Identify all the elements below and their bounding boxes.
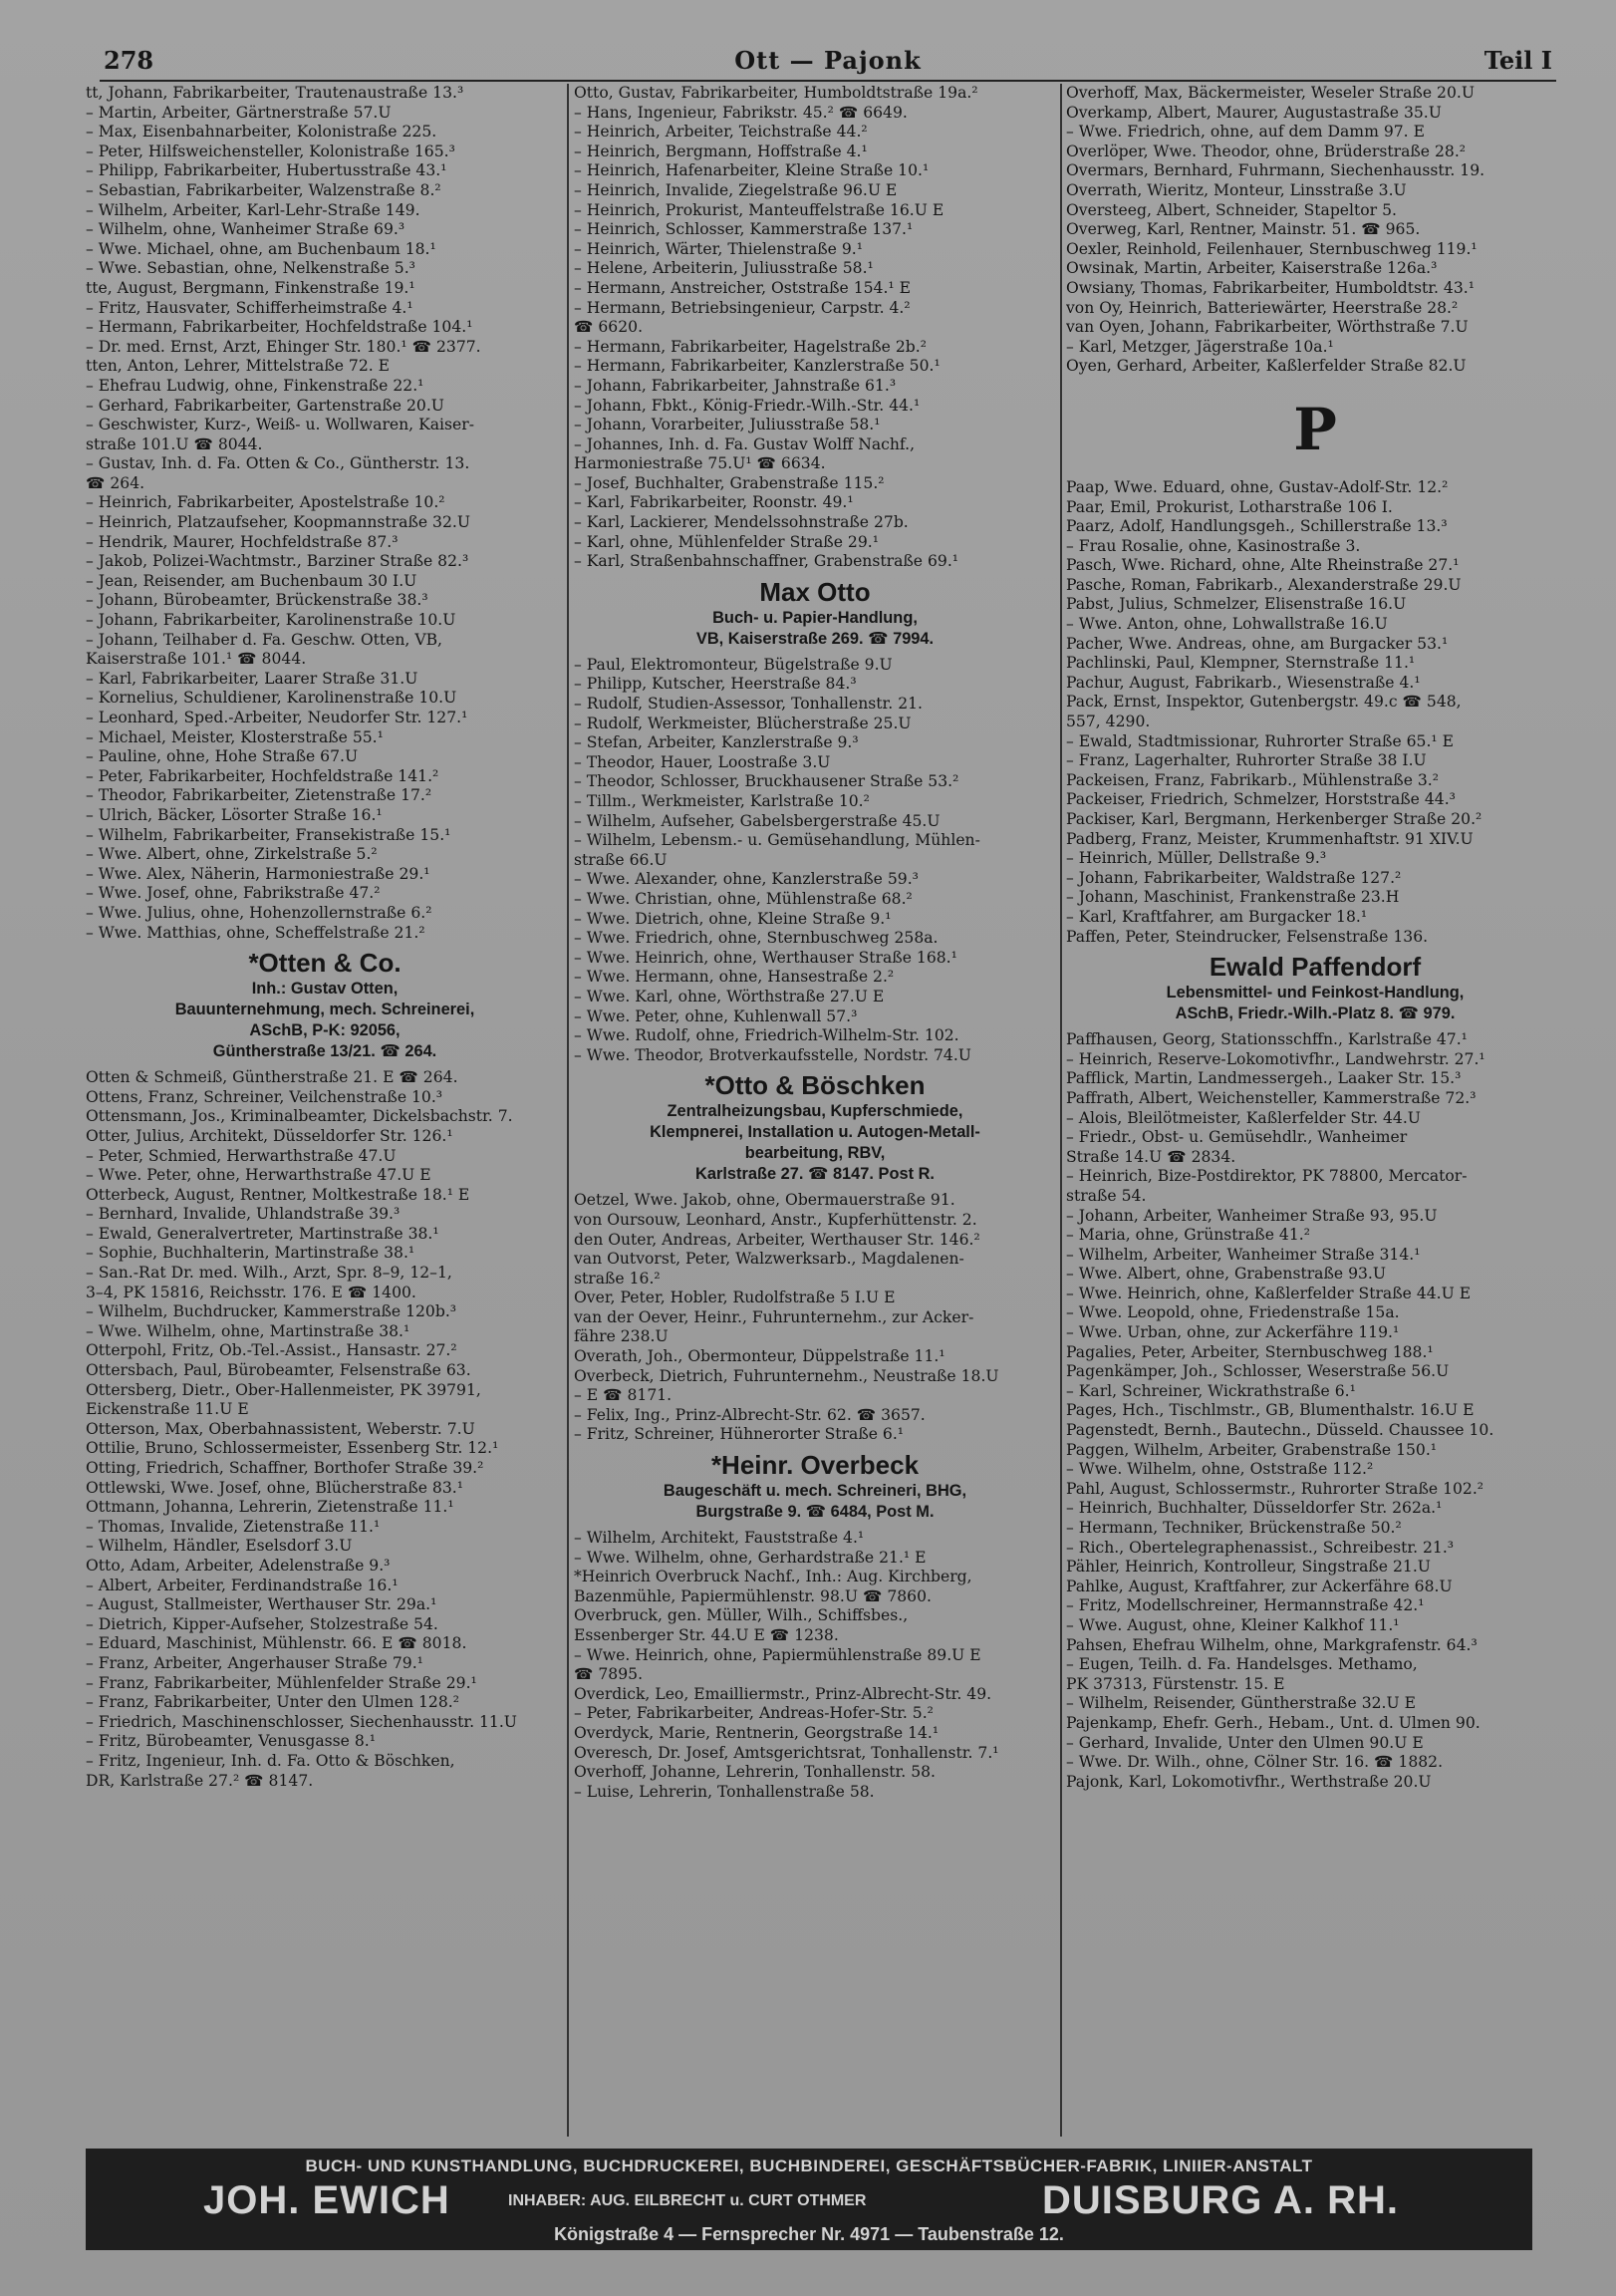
- directory-entry: – Hermann, Fabrikarbeiter, Kanzlerstraße 50.¹: [574, 357, 941, 376]
- directory-entry: – Wilhelm, Reisender, Güntherstraße 32.U E: [1066, 1694, 1416, 1713]
- directory-entry: – Heinrich, Prokurist, Manteuffelstraße 16.U E: [574, 200, 944, 219]
- ad-line: Burgstraße 9. ☎ 6484, Post M.: [695, 1503, 935, 1522]
- directory-entry: – Wwe. Alexander, ohne, Kanzlerstraße 59.³: [574, 870, 919, 889]
- directory-entry: – Johann, Arbeiter, Wanheimer Straße 93, 95.U: [1066, 1206, 1438, 1225]
- directory-entry: Pabst, Julius, Schmelzer, Elisenstraße 16.U: [1066, 595, 1407, 614]
- directory-entry: – Felix, Ing., Prinz-Albrecht-Str. 62. ☎ 3657.: [574, 1405, 926, 1424]
- ad-line: Karlstraße 27. ☎ 8147. Post R.: [695, 1165, 935, 1184]
- column-divider: [567, 84, 569, 2137]
- directory-entry: – Frau Rosalie, ohne, Kasinostraße 3.: [1066, 536, 1361, 555]
- directory-entry: – Hermann, Betriebsingenieur, Carpstr. 4.²: [574, 298, 911, 317]
- directory-entry: fähre 238.U: [574, 1327, 669, 1346]
- directory-entry: – Wwe. Heinrich, ohne, Kaßlerfelder Straße 44.U E: [1066, 1284, 1472, 1302]
- directory-entry: – Wwe. August, ohne, Kleiner Kalkhof 11.¹: [1066, 1615, 1400, 1634]
- directory-entry: – Wwe. Alex, Näherin, Harmoniestraße 29.¹: [86, 864, 430, 883]
- directory-entry: – Bernhard, Invalide, Uhlandstraße 39.³: [86, 1205, 401, 1224]
- directory-entry: – Michael, Meister, Klosterstraße 55.¹: [86, 727, 384, 746]
- directory-entry: – Wilhelm, Buchdrucker, Kammerstraße 120b.³: [86, 1302, 457, 1321]
- directory-entry: – Martin, Arbeiter, Gärtnerstraße 57.U: [86, 103, 392, 122]
- directory-entry: – Heinrich, Buchhalter, Düsseldorfer Str. 262a.¹: [1066, 1499, 1443, 1518]
- directory-entry: von Oursouw, Leonhard, Anstr., Kupferhüttenstr. 2.: [574, 1210, 977, 1229]
- directory-entry: – Wilhelm, Aufseher, Gabelsbergerstraße 45.U: [574, 811, 941, 830]
- directory-entry: – Johann, Maschinist, Frankenstraße 23.H: [1066, 888, 1400, 907]
- directory-entry: Overbeck, Dietrich, Fuhrunternehm., Neustraße 18.U: [574, 1366, 999, 1385]
- directory-entry: Overweg, Karl, Rentner, Mainstr. 51. ☎ 965.: [1066, 220, 1421, 239]
- directory-entry: Overkamp, Albert, Maurer, Augustastraße 35.U: [1066, 103, 1442, 122]
- directory-entry: – Karl, Fabrikarbeiter, Laarer Straße 31.U: [86, 669, 418, 688]
- directory-entry: – Wwe. Heinrich, ohne, Werthauser Straße 168.¹: [574, 948, 957, 967]
- directory-entry: Ottilie, Bruno, Schlossermeister, Essenberg Str. 12.¹: [86, 1439, 499, 1458]
- directory-entry: – Wwe. Theodor, Brotverkaufsstelle, Nordstr. 74.U: [574, 1045, 971, 1064]
- directory-entry: Straße 14.U ☎ 2834.: [1066, 1147, 1236, 1166]
- directory-entry: – Wwe. Peter, ohne, Kuhlenwall 57.³: [574, 1006, 858, 1025]
- entry-list: [574, 1191, 1056, 1445]
- directory-entry: Padberg, Franz, Meister, Krummenhaftstr. 91 XIV.U: [1066, 829, 1474, 848]
- directory-entry: Overath, Joh., Obermonteur, Düppelstraße 11.¹: [574, 1347, 945, 1366]
- directory-entry: – Peter, Fabrikarbeiter, Hochfeldstraße 141.²: [86, 766, 439, 785]
- directory-entry: – Peter, Schmied, Herwarthstraße 47.U: [86, 1146, 397, 1165]
- directory-entry: – Wwe. Anton, ohne, Lohwallstraße 16.U: [1066, 615, 1388, 634]
- ad-name: Ewald Paffendorf: [1209, 952, 1422, 983]
- ad-overbeck: [574, 1445, 1056, 1529]
- directory-entry: Owsinak, Martin, Arbeiter, Kaiserstraße 126a.³: [1066, 259, 1438, 278]
- directory-entry: – Fritz, Bürobeamter, Venusgasse 8.¹: [86, 1732, 376, 1751]
- directory-entry: Otterbeck, August, Rentner, Moltkestraße 18.¹ E: [86, 1185, 470, 1204]
- directory-entry: Ottens, Franz, Schreiner, Veilchenstraße 10.³: [86, 1087, 443, 1106]
- directory-entry: – Wwe. Josef, ohne, Fabrikstraße 47.²: [86, 884, 381, 903]
- directory-entry: – Karl, Lackierer, Mendelssohnstraße 27b.: [574, 513, 909, 532]
- directory-entry: – Wilhelm, Architekt, Fauststraße 4.¹: [574, 1529, 865, 1548]
- directory-entry: – Josef, Buchhalter, Grabenstraße 115.²: [574, 473, 885, 492]
- directory-entry: – Leonhard, Sped.-Arbeiter, Neudorfer Str. 127.¹: [86, 709, 468, 726]
- directory-entry: Paar, Emil, Prokurist, Lotharstraße 106 I.: [1066, 497, 1393, 516]
- directory-entry: Overhoff, Max, Bäckermeister, Weseler Straße 20.U: [1066, 84, 1475, 102]
- directory-entry: – Dietrich, Kipper-Aufseher, Stolzestraße 54.: [86, 1614, 438, 1633]
- directory-entry: straße 54.: [1066, 1186, 1147, 1205]
- directory-entry: – Hermann, Fabrikarbeiter, Hagelstraße 2b.²: [574, 337, 927, 356]
- directory-entry: – Karl, Schreiner, Wickrathstraße 6.¹: [1066, 1381, 1356, 1400]
- directory-entry: Pachur, August, Fabrikarb., Wiesenstraße 4.¹: [1066, 673, 1421, 692]
- directory-entry: – Albert, Arbeiter, Ferdinandstraße 16.¹: [86, 1576, 399, 1594]
- section-letter: P: [1293, 395, 1337, 463]
- ad-line: Bauunternehmung, mech. Schreinerei,: [174, 1001, 475, 1019]
- directory-entry: – Wwe. Wilhelm, ohne, Oststraße 112.²: [1066, 1460, 1374, 1479]
- banner-owners: INHABER: AUG. EILBRECHT u. CURT OTHMER: [508, 2192, 867, 2209]
- directory-entry: – Wwe. Christian, ohne, Mühlenstraße 68.²: [574, 889, 913, 908]
- directory-entry: – Wwe. Matthias, ohne, Scheffelstraße 21.²: [86, 923, 425, 942]
- part-label: Teil I: [1483, 46, 1552, 75]
- page-number: 278: [104, 46, 154, 75]
- directory-entry: – Wwe. Rudolf, ohne, Friedrich-Wilhelm-Str. 102.: [574, 1026, 959, 1045]
- directory-entry: Pachlinski, Paul, Klempner, Sternstraße 11.¹: [1066, 654, 1416, 673]
- directory-entry: Paap, Wwe. Eduard, ohne, Gustav-Adolf-Str. 12.²: [1066, 477, 1449, 496]
- directory-entry: – Friedrich, Maschinenschlosser, Siechenhausstr. 11.U: [86, 1712, 517, 1731]
- directory-entry: Pähler, Heinrich, Kontrolleur, Singstraße 21.U: [1066, 1558, 1431, 1577]
- directory-entry: – Philipp, Kutscher, Heerstraße 84.³: [574, 675, 857, 694]
- directory-entry: Otterpohl, Fritz, Ob.-Tel.-Assist., Hansastr. 27.²: [86, 1341, 457, 1360]
- directory-entry: – Karl, Fabrikarbeiter, Roonstr. 49.¹: [574, 493, 854, 512]
- directory-entry: – Franz, Fabrikarbeiter, Unter den Ulmen 128.²: [86, 1693, 459, 1712]
- directory-entry: – Gerhard, Invalide, Unter den Ulmen 90.U E: [1066, 1733, 1424, 1752]
- directory-entry: Pacher, Wwe. Andreas, ohne, am Burgacker 53.¹: [1066, 634, 1449, 653]
- entry-list: [574, 84, 1056, 572]
- directory-entry: Otto, Adam, Arbeiter, Adelenstraße 9.³: [86, 1556, 391, 1575]
- directory-entry: – Heinrich, Wärter, Thielenstraße 9.¹: [574, 239, 863, 258]
- directory-entry: – Eugen, Teilh. d. Fa. Handelsges. Methamo,: [1066, 1655, 1418, 1674]
- ad-max-otto: [574, 572, 1056, 656]
- directory-entry: – Wwe. Heinrich, ohne, Papiermühlenstraße 89.U E: [574, 1645, 981, 1664]
- directory-entry: – Wwe. Karl, ohne, Wörthstraße 27.U E: [574, 987, 885, 1005]
- directory-entry: Ottmann, Johanna, Lehrerin, Zietenstraße 11.¹: [86, 1498, 454, 1517]
- directory-entry: – Kornelius, Schuldiener, Karolinenstraße 10.U: [86, 689, 457, 708]
- directory-entry: Ottersbach, Paul, Bürobeamter, Felsenstraße 63.: [86, 1361, 471, 1380]
- entry-list: [574, 1529, 1056, 1802]
- directory-entry: Paarz, Adolf, Handlungsgeh., Schillerstraße 13.³: [1066, 517, 1448, 536]
- directory-entry: – Johann, Fbkt., König-Friedr.-Wilh.-Str. 44.¹: [574, 396, 921, 415]
- directory-entry: – Paul, Elektromonteur, Bügelstraße 9.U: [574, 655, 893, 674]
- column-divider: [1060, 84, 1062, 2137]
- directory-entry: 3–4, PK 15816, Reichsstr. 176. E ☎ 1400.: [86, 1283, 416, 1301]
- directory-entry: – Heinrich, Invalide, Ziegelstraße 96.U E: [574, 180, 898, 199]
- directory-entry: – Peter, Hilfsweichensteller, Kolonistraße 165.³: [86, 142, 455, 160]
- directory-entry: Paggen, Wilhelm, Arbeiter, Grabenstraße 150.¹: [1066, 1440, 1438, 1459]
- directory-entry: Eickenstraße 11.U E: [86, 1400, 249, 1419]
- directory-entry: – Wwe. Wilhelm, ohne, Martinstraße 38.¹: [86, 1321, 410, 1340]
- directory-entry: – Fritz, Hausvater, Schifferheimstraße 4.¹: [86, 298, 413, 317]
- directory-entry: van der Oever, Heinr., Fuhrunternehm., zur Acker-: [574, 1307, 974, 1326]
- directory-entry: – Sophie, Buchhalterin, Martinstraße 38.¹: [86, 1244, 415, 1263]
- directory-entry: – Philipp, Fabrikarbeiter, Hubertusstraße 43.¹: [86, 161, 447, 180]
- directory-entry: – Wilhelm, Arbeiter, Wanheimer Straße 314.¹: [1066, 1245, 1421, 1264]
- directory-entry: – Karl, Kraftfahrer, am Burgacker 18.¹: [1066, 907, 1368, 926]
- ad-line: Baugeschäft u. mech. Schreineri, BHG,: [663, 1482, 967, 1501]
- ad-line: ASchB, P-K: 92056,: [249, 1021, 401, 1040]
- directory-entry: tt, Johann, Fabrikarbeiter, Trautenaustraße 13.³: [86, 84, 464, 102]
- directory-entry: – Hendrik, Maurer, Hochfeldstraße 87.³: [86, 532, 399, 551]
- page-title: Ott — Pajonk: [734, 46, 922, 75]
- directory-entry: – Wwe. Albert, ohne, Grabenstraße 93.U: [1066, 1265, 1387, 1284]
- directory-entry: *Heinrich Overbruck Nachf., Inh.: Aug. Kirchberg,: [574, 1568, 972, 1586]
- directory-entry: Pajonk, Karl, Lokomotivfhr., Werthstraße 20.U: [1066, 1772, 1432, 1791]
- directory-entry: – Karl, Metzger, Jägerstraße 10a.¹: [1066, 337, 1334, 356]
- directory-entry: Overlöper, Wwe. Theodor, ohne, Brüderstraße 28.²: [1066, 142, 1467, 160]
- ad-otto-boeschken: [574, 1065, 1056, 1191]
- directory-entry: Overbruck, gen. Müller, Wilh., Schiffsbes.,: [574, 1606, 909, 1625]
- directory-entry: – Fritz, Schreiner, Hühnerorter Straße 6.¹: [574, 1425, 905, 1444]
- directory-entry: – Wilhelm, Händler, Eselsdorf 3.U: [86, 1537, 353, 1556]
- directory-entry: – Alois, Bleilötmeister, Kaßlerfelder Str. 44.U: [1066, 1108, 1421, 1127]
- directory-entry: – Wwe. Friedrich, ohne, Sternbuschweg 258a.: [574, 929, 939, 948]
- directory-entry: – Wwe. Dietrich, ohne, Kleine Straße 9.¹: [574, 909, 892, 928]
- directory-entry: – Dr. med. Ernst, Arzt, Ehinger Str. 180.¹ ☎ 2377.: [86, 337, 481, 356]
- directory-entry: Otter, Julius, Architekt, Düsseldorfer Str. 126.¹: [86, 1126, 453, 1145]
- directory-entry: – Heinrich, Müller, Dellstraße 9.³: [1066, 849, 1327, 868]
- directory-entry: Pagenstedt, Bernh., Bautechn., Düsseld. Chaussee 10.: [1066, 1421, 1494, 1440]
- directory-entry: – Fritz, Ingenieur, Inh. d. Fa. Otto & Böschken,: [86, 1751, 455, 1770]
- directory-entry: Oversteeg, Albert, Schneider, Stapeltor 5.: [1066, 200, 1397, 219]
- directory-entry: tten, Anton, Lehrer, Mittelstraße 72. E: [86, 357, 391, 376]
- banner-address: Königstraße 4 — Fernsprecher Nr. 4971 — Taubenstraße 12.: [554, 2224, 1064, 2244]
- directory-entry: Pagalies, Peter, Arbeiter, Sternbuschweg 188.¹: [1066, 1342, 1434, 1361]
- directory-entry: – Rudolf, Studien-Assessor, Tonhallenstr. 21.: [574, 695, 923, 714]
- directory-entry: – Wwe. Michael, ohne, am Buchenbaum 18.¹: [86, 239, 436, 258]
- directory-entry: – Theodor, Hauer, Loostraße 3.U: [574, 752, 831, 771]
- directory-entry: – Ehefrau Ludwig, ohne, Finkenstraße 22.¹: [86, 376, 424, 395]
- ad-line: VB, Kaiserstraße 269. ☎ 7994.: [695, 629, 935, 648]
- publisher-banner: [86, 2149, 1532, 2250]
- directory-entry: Otten & Schmeiß, Güntherstraße 21. E ☎ 264.: [86, 1068, 458, 1087]
- directory-entry: – Max, Eisenbahnarbeiter, Kolonistraße 225.: [86, 123, 437, 142]
- directory-entry: Oyen, Gerhard, Arbeiter, Kaßlerfelder Straße 82.U: [1066, 357, 1467, 376]
- directory-entry: Paffrath, Albert, Weichensteller, Kammerstraße 72.³: [1066, 1088, 1477, 1107]
- ad-paffendorf: [1066, 947, 1564, 1030]
- entry-list: [1066, 1030, 1564, 1792]
- directory-entry: Ottensmann, Jos., Kriminalbeamter, Dickelsbachstr. 7.: [86, 1107, 513, 1126]
- ad-line: ASchB, Friedr.-Wilh.-Platz 8. ☎ 979.: [1175, 1004, 1456, 1023]
- directory-entry: – Wwe. Julius, ohne, Hohenzollernstraße 6.²: [86, 903, 432, 922]
- directory-entry: – Gerhard, Fabrikarbeiter, Gartenstraße 20.U: [86, 396, 444, 415]
- directory-entry: – Hermann, Techniker, Brückenstraße 50.²: [1066, 1519, 1402, 1537]
- directory-entry: – Peter, Fabrikarbeiter, Andreas-Hofer-Str. 5.²: [574, 1704, 934, 1723]
- column-left: [86, 84, 564, 2137]
- directory-entry: Otting, Friedrich, Schaffner, Borthofer Straße 39.²: [86, 1459, 484, 1477]
- banner-top-line: BUCH- UND KUNSTHANDLUNG, BUCHDRUCKEREI, BUCHBINDEREI, GESCHÄFTSBÜCHER-FABRIK, LINIIER-ANSTALT: [305, 2156, 1313, 2175]
- directory-entry: Pasch, Wwe. Richard, ohne, Alte Rheinstraße 27.¹: [1066, 556, 1460, 575]
- directory-entry: straße 16.²: [574, 1269, 661, 1288]
- ad-line: Lebensmittel- und Feinkost-Handlung,: [1166, 984, 1465, 1003]
- directory-entry: – Wwe. Sebastian, ohne, Nelkenstraße 5.³: [86, 259, 415, 278]
- directory-entry: – Johannes, Inh. d. Fa. Gustav Wolff Nachf.,: [574, 434, 916, 453]
- directory-entry: Packiser, Karl, Bergmann, Herkenberger Straße 20.²: [1066, 810, 1482, 828]
- directory-entry: Overrath, Wieritz, Monteur, Linsstraße 3.U: [1066, 180, 1407, 199]
- ad-line: Klempnerei, Installation u. Autogen-Metall-: [650, 1123, 980, 1142]
- directory-entry: – Rudolf, Werkmeister, Blücherstraße 25.U: [574, 714, 912, 732]
- banner-city: DUISBURG A. RH.: [1042, 2178, 1399, 2222]
- directory-entry: – Wwe. Urban, ohne, zur Ackerfähre 119.¹: [1066, 1323, 1400, 1342]
- directory-entry: – Wwe. Albert, ohne, Zirkelstraße 5.²: [86, 845, 378, 864]
- directory-entry: – Heinrich, Reserve-Lokomotivfhr., Landwehrstr. 27.¹: [1066, 1049, 1485, 1068]
- directory-entry: tte, August, Bergmann, Finkenstraße 19.¹: [86, 278, 415, 297]
- directory-entry: – Gustav, Inh. d. Fa. Otten & Co., Güntherstr. 13.: [86, 454, 470, 473]
- directory-entry: Pagenkämper, Joh., Schlosser, Weserstraße 56.U: [1066, 1362, 1450, 1381]
- directory-entry: straße 101.U ☎ 8044.: [86, 434, 263, 453]
- directory-entry: Paffhausen, Georg, Stationsschffn., Karlstraße 47.¹: [1066, 1030, 1468, 1049]
- entry-list: [574, 656, 1056, 1065]
- directory-entry: Pahl, August, Schlossermstr., Ruhrorter Straße 102.²: [1066, 1479, 1484, 1498]
- directory-entry: Oetzel, Wwe. Jakob, ohne, Obermauerstraße 91.: [574, 1191, 955, 1210]
- directory-entry: Pafflick, Martin, Landmessergeh., Laaker Str. 15.³: [1066, 1069, 1462, 1088]
- directory-entry: – San.-Rat Dr. med. Wilh., Arzt, Spr. 8–9, 12–1,: [86, 1264, 452, 1283]
- ad-name: Max Otto: [759, 576, 871, 607]
- ad-line: Inh.: Gustav Otten,: [251, 980, 399, 999]
- directory-entry: Otterson, Max, Oberbahnassistent, Weberstr. 7.U: [86, 1419, 475, 1438]
- ad-name: *Otto & Böschken: [704, 1070, 926, 1101]
- directory-entry: – Tillm., Werkmeister, Karlstraße 10.²: [574, 792, 870, 810]
- directory-entry: den Outer, Andreas, Arbeiter, Werthauser Str. 146.²: [574, 1230, 980, 1249]
- directory-entry: – Ewald, Generalvertreter, Martinstraße 38.¹: [86, 1224, 439, 1243]
- directory-entry: – Thomas, Invalide, Zietenstraße 11.¹: [86, 1517, 381, 1536]
- directory-entry: – Stefan, Arbeiter, Kanzlerstraße 9.³: [574, 733, 859, 752]
- directory-entry: van Outvorst, Peter, Walzwerksarb., Magdalenen-: [574, 1250, 964, 1269]
- directory-entry: PK 37313, Fürstenstr. 15. E: [1066, 1674, 1285, 1693]
- directory-entry: Pages, Hch., Tischlmstr., GB, Blumenthalstr. 16.U E: [1066, 1401, 1475, 1420]
- ad-line: Zentralheizungsbau, Kupferschmiede,: [667, 1102, 963, 1121]
- entry-list: [1066, 84, 1564, 377]
- ad-line: Güntherstraße 13/21. ☎ 264.: [212, 1042, 437, 1061]
- directory-entry: Pasche, Roman, Fabrikarb., Alexanderstraße 29.U: [1066, 575, 1462, 594]
- directory-entry: – Heinrich, Schlosser, Kammerstraße 137.¹: [574, 220, 914, 239]
- directory-entry: Pahsen, Ehefrau Wilhelm, ohne, Markgrafenstr. 64.³: [1066, 1635, 1478, 1654]
- directory-entry: – Sebastian, Fabrikarbeiter, Walzenstraße 8.²: [86, 180, 441, 199]
- directory-entry: – Franz, Arbeiter, Angerhauser Straße 79.¹: [86, 1653, 423, 1672]
- directory-entry: – Heinrich, Platzaufseher, Koopmannstraße 32.U: [86, 513, 470, 532]
- directory-entry: – Helene, Arbeiterin, Juliusstraße 58.¹: [574, 259, 874, 278]
- ad-line: Buch- u. Papier-Handlung,: [712, 608, 918, 627]
- directory-entry: – Franz, Lagerhalter, Ruhrorter Straße 38 I.U: [1066, 751, 1427, 770]
- directory-entry: Overesch, Dr. Josef, Amtsgerichtsrat, Tonhallenstr. 7.¹: [574, 1743, 999, 1762]
- directory-entry: ☎ 6620.: [574, 318, 644, 337]
- directory-entry: ☎ 7895.: [574, 1665, 644, 1684]
- directory-entry: – Heinrich, Arbeiter, Teichstraße 44.²: [574, 123, 868, 142]
- directory-entry: Overdyck, Marie, Rentnerin, Georgstraße 14.¹: [574, 1723, 940, 1742]
- directory-entry: Pajenkamp, Ehefr. Gerh., Hebam., Unt. d. Ulmen 90.: [1066, 1713, 1481, 1732]
- directory-entry: Packeiser, Friedrich, Schmelzer, Horststraße 44.³: [1066, 790, 1456, 809]
- directory-entry: – Jakob, Polizei-Wachtmstr., Barziner Straße 82.³: [86, 552, 469, 571]
- directory-entry: Overmars, Bernhard, Fuhrmann, Siechenhausstr. 19.: [1066, 161, 1485, 180]
- directory-entry: – Wilhelm, ohne, Wanheimer Straße 69.³: [86, 220, 405, 239]
- directory-entry: – Wwe. Dr. Wilh., ohne, Cölner Str. 16. ☎ 1882.: [1066, 1753, 1444, 1772]
- directory-entry: – Johann, Fabrikarbeiter, Waldstraße 127.²: [1066, 868, 1402, 887]
- directory-entry: Ottlewski, Wwe. Josef, ohne, Blücherstraße 83.¹: [86, 1478, 463, 1497]
- directory-entry: – Wwe. Friedrich, ohne, auf dem Damm 97. E: [1066, 123, 1425, 142]
- directory-entry: – Heinrich, Bize-Postdirektor, PK 78800, Mercator-: [1066, 1167, 1468, 1186]
- directory-entry: – Karl, Straßenbahnschaffner, Grabenstraße 69.¹: [574, 552, 959, 571]
- directory-entry: – Wwe. Hermann, ohne, Hansestraße 2.²: [574, 968, 895, 987]
- directory-entry: – Wilhelm, Lebensm.- u. Gemüsehandlung, Mühlen-: [574, 831, 980, 850]
- directory-entry: Packeisen, Franz, Fabrikarb., Mühlenstraße 3.²: [1066, 770, 1440, 789]
- page-header: [100, 44, 1556, 82]
- column-right: [1066, 84, 1564, 2137]
- directory-entry: Overdick, Leo, Emailliermstr., Prinz-Albrecht-Str. 49.: [574, 1684, 992, 1703]
- directory-entry: DR, Karlstraße 27.² ☎ 8147.: [86, 1771, 314, 1790]
- directory-entry: – Hans, Ingenieur, Fabrikstr. 45.² ☎ 6649.: [574, 103, 908, 122]
- directory-entry: – Eduard, Maschinist, Mühlenstr. 66. E ☎ 8018.: [86, 1634, 467, 1653]
- directory-entry: – E ☎ 8171.: [574, 1386, 673, 1405]
- directory-entry: Bazenmühle, Papiermühlenstr. 98.U ☎ 7860.: [574, 1586, 932, 1605]
- directory-entry: Otto, Gustav, Fabrikarbeiter, Humboldtstraße 19a.²: [574, 84, 978, 102]
- directory-entry: Overhoff, Johanne, Lehrerin, Tonhallenstr. 58.: [574, 1763, 936, 1782]
- directory-entry: – Friedr., Obst- u. Gemüsehdlr., Wanheimer: [1066, 1128, 1408, 1147]
- directory-entry: – Rich., Obertelegraphenassist., Schreibestr. 21.³: [1066, 1538, 1455, 1557]
- directory-entry: – Johann, Fabrikarbeiter, Karolinenstraße 10.U: [86, 611, 456, 630]
- directory-entry: – Heinrich, Bergmann, Hoffstraße 4.¹: [574, 142, 868, 160]
- directory-entry: Paffen, Peter, Steindrucker, Felsenstraße 136.: [1066, 927, 1429, 946]
- directory-entry: Pack, Ernst, Inspektor, Gutenbergstr. 49.c ☎ 548,: [1066, 693, 1462, 712]
- directory-entry: Owsiany, Thomas, Fabrikarbeiter, Humboldtstr. 43.¹: [1066, 278, 1475, 297]
- column-middle: [574, 84, 1056, 2137]
- directory-entry: – August, Stallmeister, Werthauser Str. 29a.¹: [86, 1595, 437, 1614]
- directory-entry: – Johann, Vorarbeiter, Juliusstraße 58.¹: [574, 416, 881, 434]
- directory-entry: – Theodor, Schlosser, Bruckhausener Straße 53.²: [574, 772, 959, 791]
- directory-entry: Harmoniestraße 75.U¹ ☎ 6634.: [574, 454, 826, 473]
- directory-entry: Essenberger Str. 44.U E ☎ 1238.: [574, 1626, 839, 1644]
- directory-entry: – Johann, Bürobeamter, Brückenstraße 38.³: [86, 591, 428, 610]
- directory-entry: – Theodor, Fabrikarbeiter, Zietenstraße 17.²: [86, 786, 432, 805]
- ad-name: *Heinr. Overbeck: [710, 1450, 920, 1481]
- directory-entry: – Heinrich, Fabrikarbeiter, Apostelstraße 10.²: [86, 493, 445, 512]
- directory-entry: – Jean, Reisender, am Buchenbaum 30 I.U: [86, 571, 417, 590]
- ad-line: bearbeitung, RBV,: [744, 1144, 886, 1163]
- directory-entry: straße 66.U: [574, 850, 668, 869]
- directory-entry: – Ewald, Stadtmissionar, Ruhrorter Straße 65.¹ E: [1066, 731, 1455, 750]
- directory-entry: – Pauline, ohne, Hohe Straße 67.U: [86, 747, 359, 766]
- directory-entry: – Luise, Lehrerin, Tonhallenstraße 58.: [574, 1782, 875, 1801]
- ad-name: *Otten & Co.: [248, 948, 402, 979]
- directory-entry: von Oy, Heinrich, Batteriewärter, Heerstraße 28.²: [1066, 298, 1459, 317]
- directory-entry: – Karl, ohne, Mühlenfelder Straße 29.¹: [574, 532, 879, 551]
- directory-entry: ☎ 264.: [86, 473, 145, 492]
- directory-entry: – Johann, Teilhaber d. Fa. Geschw. Otten, VB,: [86, 630, 443, 649]
- directory-entry: 557, 4290.: [1066, 713, 1151, 731]
- directory-entry: – Hermann, Anstreicher, Oststraße 154.¹ E: [574, 278, 912, 297]
- directory-entry: – Heinrich, Hafenarbeiter, Kleine Straße 10.¹: [574, 161, 930, 180]
- directory-entry: – Ulrich, Bäcker, Lösorter Straße 16.¹: [86, 805, 383, 824]
- ad-otten: [86, 943, 564, 1068]
- directory-entry: – Wwe. Peter, ohne, Herwarthstraße 47.U E: [86, 1166, 431, 1185]
- directory-entry: – Wilhelm, Fabrikarbeiter, Fransekistraße 15.¹: [86, 825, 451, 844]
- directory-entry: – Fritz, Modellschreiner, Hermannstraße 42.¹: [1066, 1596, 1425, 1615]
- directory-entry: Pahlke, August, Kraftfahrer, zur Ackerfähre 68.U: [1066, 1577, 1453, 1595]
- directory-entry: – Franz, Fabrikarbeiter, Mühlenfelder Straße 29.¹: [86, 1673, 477, 1692]
- directory-entry: – Johann, Fabrikarbeiter, Jahnstraße 61.³: [574, 376, 897, 395]
- directory-entry: – Geschwister, Kurz-, Weiß- u. Wollwaren, Kaiser-: [86, 416, 474, 434]
- directory-entry: van Oyen, Johann, Fabrikarbeiter, Wörthstraße 7.U: [1066, 318, 1469, 337]
- directory-entry: – Wwe. Wilhelm, ohne, Gerhardstraße 21.¹ E: [574, 1548, 927, 1567]
- entry-list: [86, 1068, 564, 1791]
- directory-entry: – Maria, ohne, Grünstraße 41.²: [1066, 1226, 1310, 1245]
- directory-entry: – Wwe. Leopold, ohne, Friedenstraße 15a.: [1066, 1303, 1400, 1322]
- directory-entry: Oexler, Reinhold, Feilenhauer, Sternbuschweg 119.¹: [1066, 239, 1478, 258]
- directory-entry: Kaiserstraße 101.¹ ☎ 8044.: [86, 650, 307, 669]
- directory-entry: Over, Peter, Hobler, Rudolfstraße 5 I.U E: [574, 1289, 896, 1307]
- directory-entry: – Hermann, Fabrikarbeiter, Hochfeldstraße 104.¹: [86, 318, 473, 337]
- directory-entry: – Wilhelm, Arbeiter, Karl-Lehr-Straße 149.: [86, 200, 420, 219]
- entry-list: [86, 84, 564, 943]
- directory-entry: Ottersberg, Dietr., Ober-Hallenmeister, PK 39791,: [86, 1380, 481, 1399]
- entry-list: [1066, 478, 1564, 947]
- banner-firm-name: JOH. EWICH: [203, 2178, 450, 2222]
